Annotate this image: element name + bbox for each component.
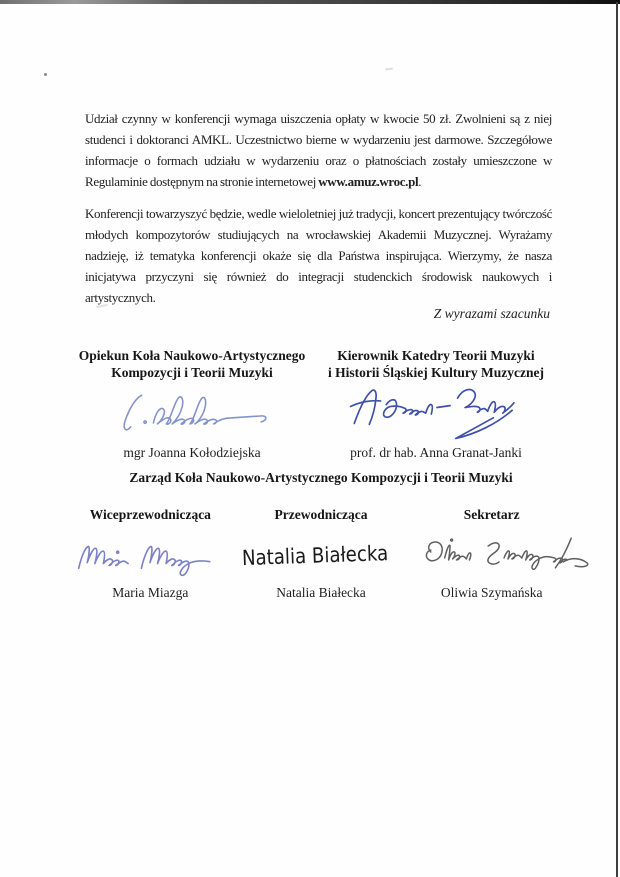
officer-left-column [69,348,315,461]
officer-right-title [313,348,559,381]
officers-section [78,348,552,468]
signature-oliwia-szymanska [415,529,593,581]
officer-left-title-line1: Opiekun Koła Naukowo-Artystycznego [78,348,306,363]
paragraph-fee-info [85,108,552,192]
name-maria-miazga: Maria Miazga [112,585,189,600]
officer-right-title-line2: i Historii Śląskiej Kultury Muzycznej [328,364,544,380]
officer-right-name: prof. dr hab. Anna Granat-Janki [350,445,522,460]
board-names-row [65,585,577,601]
name-natalia-bialecka: Natalia Białecka [276,585,366,600]
scan-speck [385,67,393,70]
officer-left-title [69,348,315,381]
officer-right-title-line1: Kierownik Katedry Teorii Muzyki [337,348,535,363]
scan-speck [44,73,47,76]
signature-natalia-bialecka [232,529,411,581]
role-sekretarz: Sekretarz [463,507,520,522]
board-signatures-row [65,529,577,581]
svg-text:Natalia Białecka: Natalia Białecka [241,540,411,571]
role-wiceprzewodniczaca: Wiceprzewodnicząca [89,507,211,522]
signature-maria-miazga [65,529,232,581]
board-section [65,470,577,601]
board-heading: Zarząd Koła Naukowo-Artystycznego Kompozycji i Teorii Muzyki [129,470,513,485]
scan-artifact-right-edge [616,2,618,877]
signature-joanna-kolodziejska [69,385,315,445]
closing-salutation: Z wyrazami szacunku [433,306,550,321]
role-przewodniczaca: Przewodnicząca [274,507,368,522]
scan-artifact-top-strip [0,0,620,4]
name-oliwia-szymanska: Oliwia Szymańska [440,585,543,600]
paragraph-concert-info: Konferencji towarzyszyć będzie, wedle wieloletniej już tradycji, koncert prezentujący twórczość młodych kompozytorów studiujących na wrocławskiej Akademii Muzycznej. Wyrażamy nadzieję, iż tematyka konferencji okaże się dla Państwa inspirująca. Wierzymy, że nasza inicjatywa przyczyni się również do integracji studenckich środowisk naukowych i artystycznych. [85,206,552,305]
paragraph-fee-text: Udział czynny w konferencji wymaga uiszczenia opłaty w kwocie 50 zł. Zwolnieni są z niej studenci i doktoranci AMKL. Uczestnictwo bierne w wydarzeniu jest darmowe. Szczegółowe informacje o formach udziału w wydarzeniu oraz o płatnościach zostały umieszczone w Regulaminie dostępnym na stronie internetowej [85,111,552,189]
officer-left-title-line2: Kompozycji i Teorii Muzyki [111,364,273,380]
letter-body [85,108,552,319]
officer-left-name: mgr Joanna Kołodziejska [123,445,261,460]
paragraph-fee-suffix: . [418,174,422,189]
website-url: www.amuz.wroc.pl [318,174,419,189]
signature-anna-granat-janki [313,385,559,445]
board-roles-row [65,507,577,523]
officer-right-column [313,348,559,461]
